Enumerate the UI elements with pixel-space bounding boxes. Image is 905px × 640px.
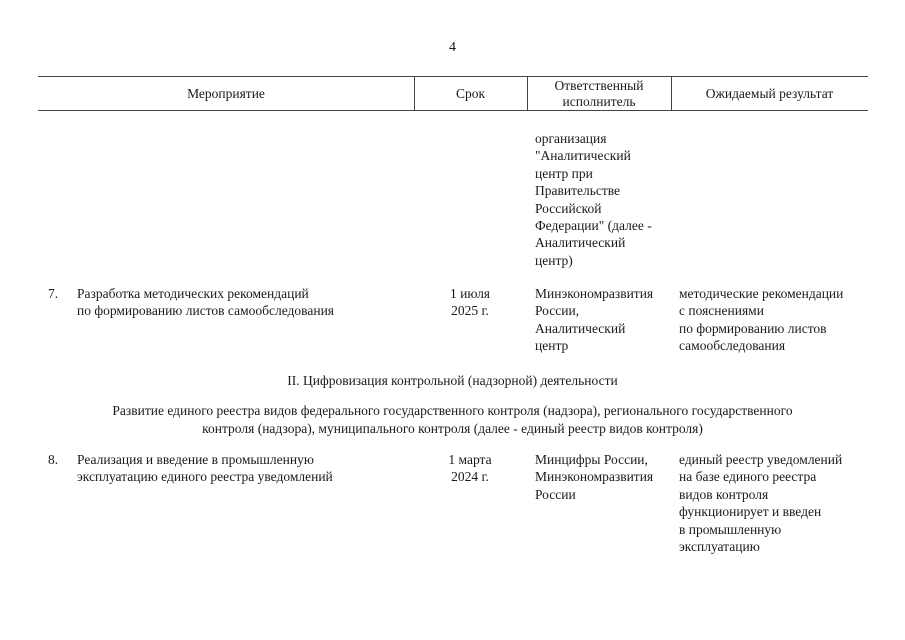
page-number: 4 <box>449 40 456 55</box>
text-line: Минэкономразвития <box>535 286 654 301</box>
text-line: по формированию листов самообследования <box>77 303 335 319</box>
text-line: центр <box>535 338 569 354</box>
header-event <box>38 77 414 110</box>
row-responsible <box>535 451 653 503</box>
text-line: организация <box>535 131 607 146</box>
header-responsible <box>527 77 671 110</box>
row-result <box>679 285 843 355</box>
text-line: в промышленную <box>679 521 782 537</box>
text-line: эксплуатацию единого реестра уведомлений <box>77 469 333 485</box>
text-line: Аналитический <box>535 320 626 336</box>
text-line: центр) <box>535 252 573 268</box>
text-line: Минцифры России, <box>535 452 648 467</box>
text-line: Минэкономразвития <box>535 469 654 485</box>
text-line: Реализация и введение в промышленную <box>77 452 314 467</box>
row-number: 7. <box>48 286 59 301</box>
text-line: эксплуатацию <box>679 539 760 555</box>
text-line: 1 июля <box>449 286 491 301</box>
text-line: по формированию листов <box>679 320 827 336</box>
text-line: 1 марта <box>448 452 492 467</box>
row-event <box>77 285 334 320</box>
text-line: Разработка методических рекомендаций <box>77 286 309 301</box>
header-responsible-line: Ответственный <box>554 77 644 93</box>
row-deadline <box>420 451 520 486</box>
header-result <box>671 77 868 110</box>
text-line: "Аналитический <box>535 148 631 164</box>
text-line: 2025 г. <box>451 303 489 319</box>
text-line: самообследования <box>679 338 786 354</box>
text-line: методические рекомендации <box>679 286 844 301</box>
row-number: 8. <box>48 452 59 467</box>
text-line: функционирует и введен <box>679 504 822 520</box>
carryover-responsible <box>535 130 652 269</box>
text-line: 2024 г. <box>451 469 489 485</box>
row-responsible <box>535 285 653 355</box>
header-bottom-rule <box>38 110 868 111</box>
header-event-label: Мероприятие <box>187 85 265 101</box>
text-line: Российской <box>535 200 602 216</box>
text-line: с пояснениями <box>679 303 764 319</box>
text-line: центр при <box>535 165 593 181</box>
text-line: Аналитический <box>535 235 626 251</box>
text-line: единый реестр уведомлений <box>679 452 843 467</box>
header-result-label: Ожидаемый результат <box>705 85 834 101</box>
text-line: России <box>535 486 576 502</box>
header-deadline-label: Срок <box>455 85 486 101</box>
text-line: России, <box>535 303 580 319</box>
text-line: на базе единого реестра <box>679 469 817 485</box>
row-event <box>77 451 333 486</box>
row-result <box>679 451 842 555</box>
section-subheading <box>0 402 905 437</box>
text-line: Федерации" (далее - <box>535 218 652 234</box>
text-line: видов контроля <box>679 486 769 502</box>
text-line: контроля (надзора), муниципального контроля (далее - единый реестр видов контроля) <box>202 420 703 436</box>
section-heading: II. Цифровизация контрольной (надзорной) деятельности <box>287 373 618 388</box>
text-line: Правительстве <box>535 183 621 199</box>
header-responsible-line: исполнитель <box>562 93 636 109</box>
header-deadline <box>414 77 527 110</box>
text-line: Развитие единого реестра видов федерального государственного контроля (надзора), регионального государственного <box>112 403 793 418</box>
row-deadline <box>420 285 520 320</box>
